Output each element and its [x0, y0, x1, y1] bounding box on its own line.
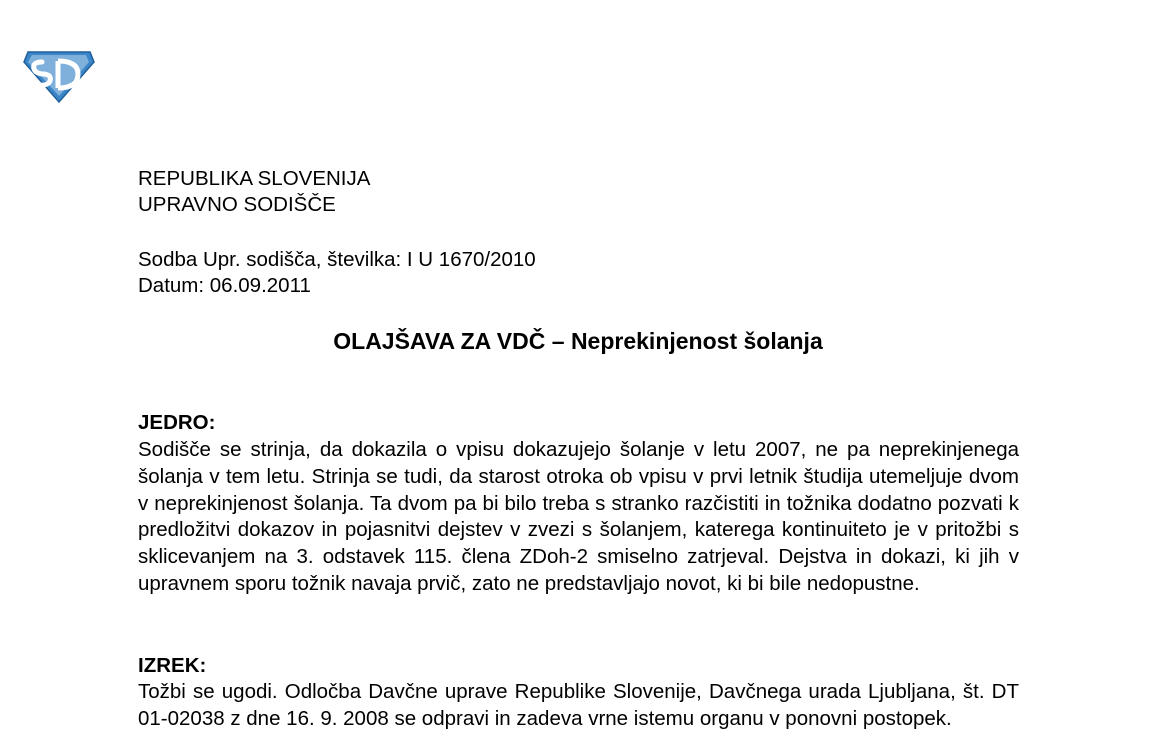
- header-republic: REPUBLIKA SLOVENIJA: [138, 167, 371, 190]
- case-date: Datum: 06.09.2011: [138, 274, 311, 297]
- jedro-heading: JEDRO:: [138, 411, 216, 434]
- sd-logo-icon: [22, 48, 96, 104]
- case-number: Sodba Upr. sodišča, številka: I U 1670/2010: [138, 248, 536, 271]
- izrek-text: Tožbi se ugodi. Odločba Davčne uprave Republike Slovenije, Davčnega urada Ljubljana, št. DT 01-02038 z dne 16. 9. 2008 se odpravi in zadeva vrne istemu organu v ponovni postopek.: [138, 680, 1019, 730]
- case-meta: [138, 247, 536, 299]
- court-header: [138, 166, 370, 218]
- izrek-heading: IZREK:: [138, 654, 207, 677]
- document-title: OLAJŠAVA ZA VDČ – Neprekinjenost šolanja: [333, 328, 823, 354]
- jedro-text: Sodišče se strinja, da dokazila o vpisu dokazujejo šolanje v letu 2007, ne pa neprekinjenega šolanja v tem letu. Strinja se tudi, da starost otroka ob vpisu v prvi letnik študija utemeljuje dvom v neprekinjenost šolanja. Ta dvom pa bi bilo treba s stranko razčistiti in tožnika dodatno pozvati k predložitvi dokazov in pojasnitvi dejstev v zvezi s šolanjem, katerega kontinuiteto je v pritožbi s sklicevanjem na 3. odstavek 115. člena ZDoh-2 smiselno zatrjeval. Dejstva in dokazi, ki jih v upravnem sporu tožnik navaja prvič, zato ne predstavljajo novot, ki bi bile nedopustne.: [138, 438, 1019, 595]
- header-court: UPRAVNO SODIŠČE: [138, 193, 336, 216]
